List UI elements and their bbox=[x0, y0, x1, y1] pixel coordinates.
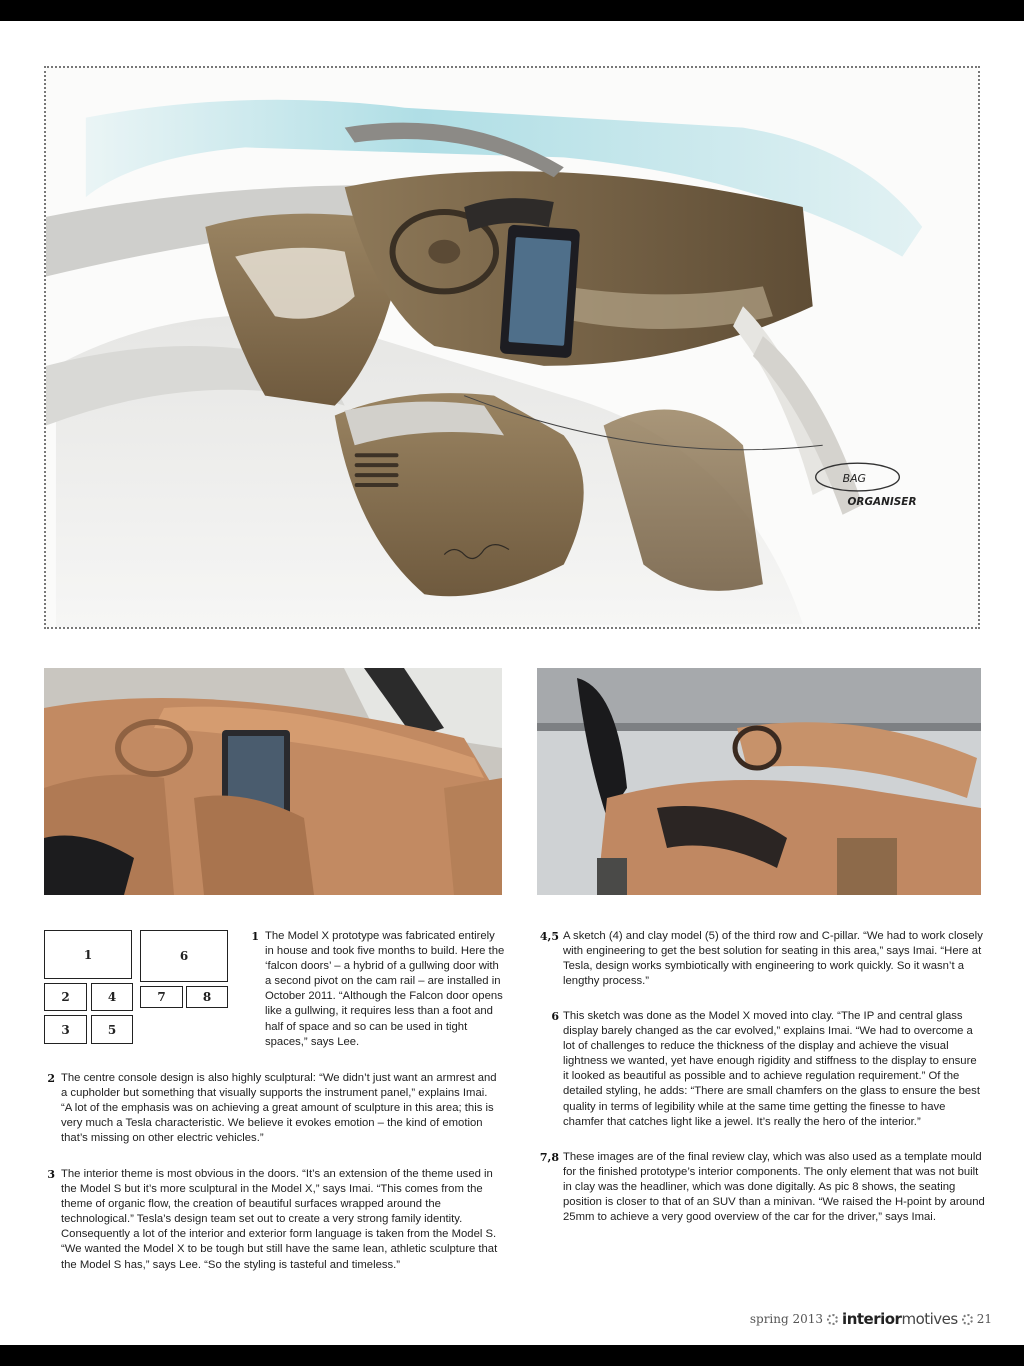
caption-6 bbox=[551, 1009, 985, 1130]
key-box-6: 6 bbox=[140, 930, 228, 982]
clay-model-photo-7 bbox=[44, 668, 502, 895]
key-box-2: 2 bbox=[44, 983, 87, 1011]
interior-sketch-illustration bbox=[46, 68, 978, 627]
sketch-annotation-line2: ORGANISER bbox=[847, 495, 917, 508]
caption-number: 4,5 bbox=[539, 930, 559, 943]
caption-number: 3 bbox=[47, 1168, 55, 1181]
caption-text: These images are of the final review clay, which was also used as a template mould for the finished prototype’s interior components. The only element that was not built in clay was the headliner, which was done digitally. As pic 8 shows, the seating position is closer to that of an SUV than a minivan. “We raised the H-point by around 25mm to achieve a very good overview of the car for the driver,” says Imai. bbox=[563, 1151, 985, 1224]
image-layout-key bbox=[44, 930, 234, 1046]
caption-2 bbox=[47, 1071, 501, 1146]
caption-1 bbox=[251, 929, 505, 1050]
key-box-7: 7 bbox=[140, 986, 183, 1008]
clay-interior-studio-photo bbox=[537, 668, 981, 895]
key-box-8: 8 bbox=[186, 986, 228, 1008]
dotted-ring-icon bbox=[827, 1314, 838, 1325]
brand-name-light: motives bbox=[901, 1310, 958, 1328]
caption-number: 2 bbox=[47, 1072, 55, 1085]
caption-number: 1 bbox=[251, 930, 259, 943]
caption-text: A sketch (4) and clay model (5) of the third row and C-pillar. “We had to work closely with engineering to get the best solution for seating in this area,” says Imai. “Here at Tesla, design works symbiotically with engineering to work quickly. So it wasn’t a lengthy process.” bbox=[563, 930, 983, 988]
brand-name-bold: interior bbox=[842, 1310, 902, 1328]
caption-number: 6 bbox=[551, 1010, 559, 1023]
page-footer bbox=[750, 1310, 992, 1328]
clay-model-photo-8 bbox=[537, 668, 981, 895]
caption-text: The centre console design is also highly sculptural: “We didn’t just want an armrest and a cupholder but something that visually supports the instrument panel,” explains Imai. “A lot of the emphasis was on achieving a great amount of sculpture in this area; this is very much a Tesla characteristic. We believe it evokes emotion – the kind of emotion that’s missing on other electric vehicles.” bbox=[61, 1072, 497, 1145]
caption-text: This sketch was done as the Model X moved into clay. “The IP and central glass display barely changed as the car evolved,” explains Imai. “We had to overcome a lot of challenges to reduce the thickness of the display and achieve the visual lightness we wanted, yet have enough rigidity and stiffness to the display to ensure it looked as beautiful as possible and to achieve regulation requirement.” Of the detailed styling, he adds: “There are small chamfers on the glass to ensure the best quality in terms of legibility while at the same time getting the finesse to have chamfer that catches light like a jewel. It’s really the hero of the interior.” bbox=[563, 1010, 980, 1128]
caption-3 bbox=[47, 1167, 501, 1273]
dotted-ring-icon bbox=[962, 1314, 973, 1325]
clay-dashboard-photo bbox=[44, 668, 502, 895]
caption-number: 7,8 bbox=[539, 1151, 559, 1164]
page-number: 21 bbox=[976, 1312, 992, 1326]
caption-4-5 bbox=[539, 929, 985, 989]
caption-text: The Model X prototype was fabricated entirely in house and took five months to build. Here the ‘falcon doors’ – a hybrid of a gullwing door with a second pivot on the cam rail – are installed in October 2011. “Although the Falcon door opens like a gullwing, it requires less than a foot and half of space and so can be used in tight spaces,” says Lee. bbox=[265, 930, 505, 1048]
key-box-4: 4 bbox=[91, 983, 133, 1011]
key-box-1: 1 bbox=[44, 930, 132, 979]
caption-text: The interior theme is most obvious in the doors. “It’s an extension of the theme used in the Model S but it’s more sculptural in the Model X,” says Imai. “This comes from the theme of organic flow, the creation of beautiful surfaces wrapped around the technological.” Tesla’s design team set out to create a very strong family identity. Consequently a lot of the interior and exterior form language is taken from the Model S. “We wanted the Model X to be tough but still have the same lean, athletic sculpture that the Model S has,” says Lee. “So the styling is tasteful and timeless.” bbox=[61, 1168, 498, 1271]
caption-7-8 bbox=[539, 1150, 985, 1225]
magazine-page bbox=[0, 21, 1024, 1345]
key-box-5: 5 bbox=[91, 1015, 133, 1044]
sketch-annotation-line1: BAG bbox=[842, 472, 867, 486]
issue-season: spring 2013 bbox=[749, 1312, 824, 1326]
key-box-3: 3 bbox=[44, 1015, 87, 1044]
hero-sketch-image bbox=[44, 66, 980, 629]
